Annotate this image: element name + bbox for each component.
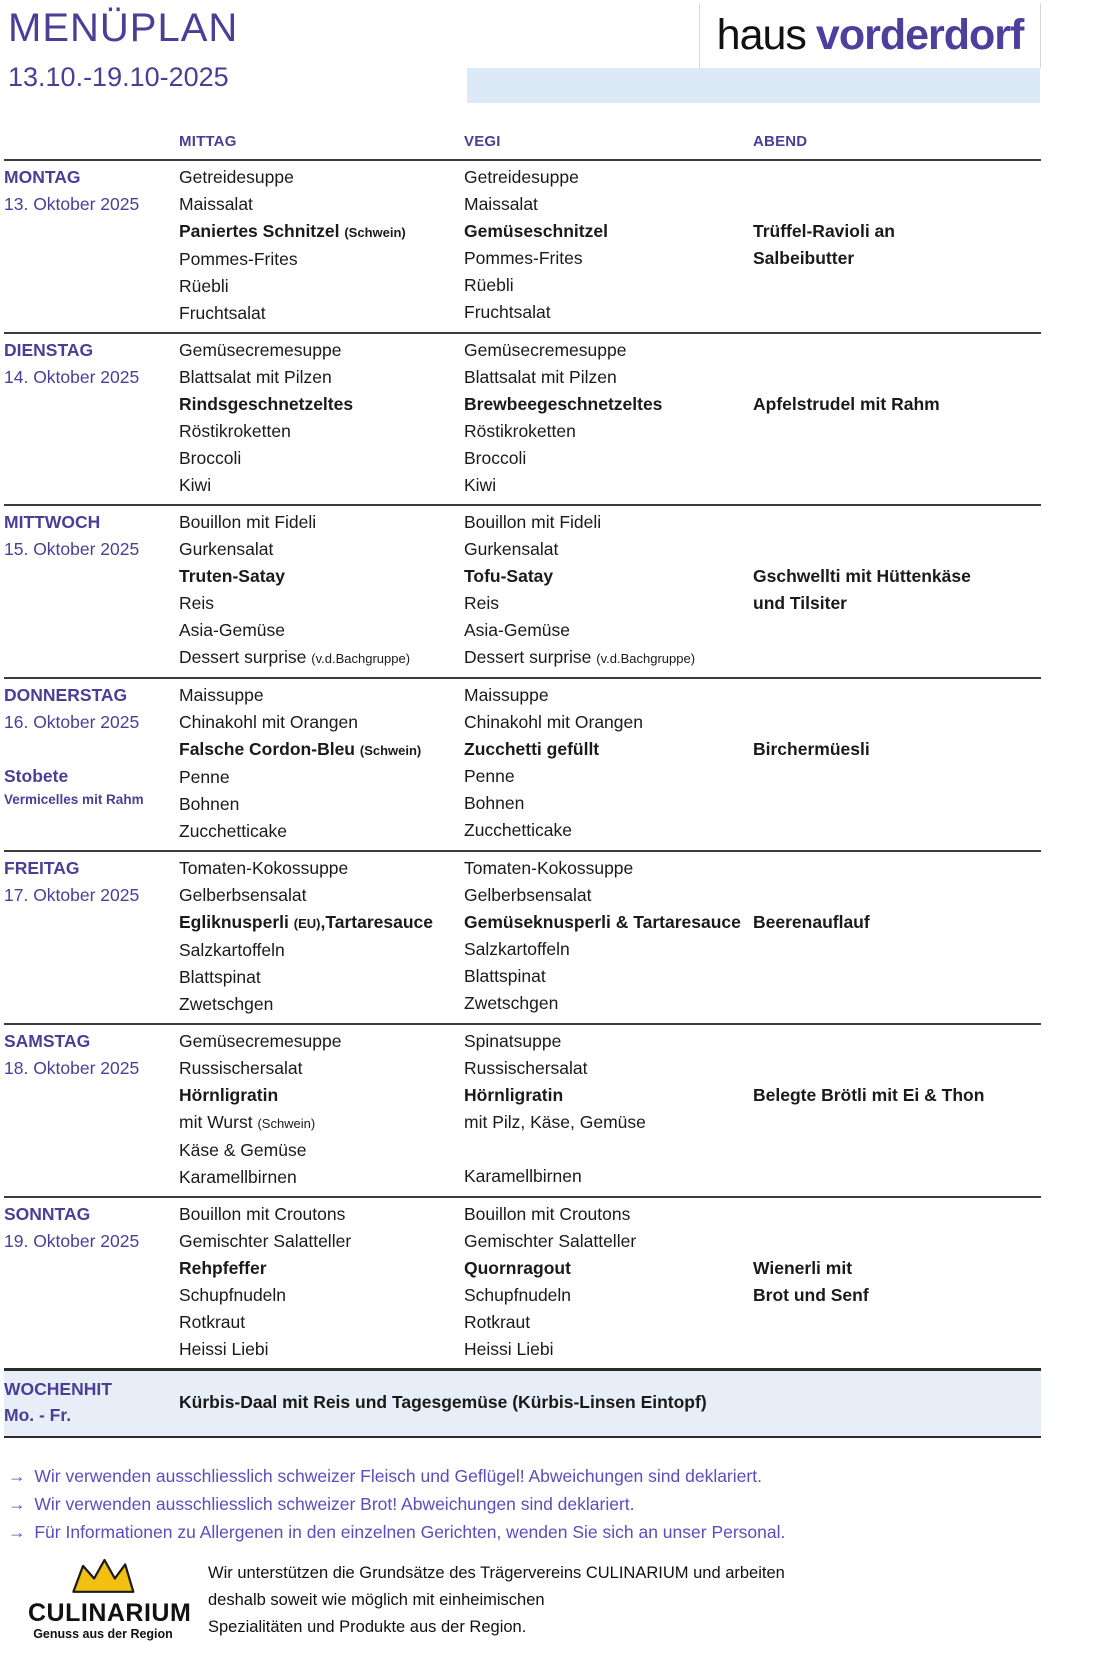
menu-item	[464, 1336, 753, 1363]
logo-haus-text: haus	[716, 11, 806, 59]
menu-item-text: Salbeibutter	[753, 248, 855, 268]
menu-item-text: Zwetschgen	[179, 994, 274, 1014]
wochenhit-label: WOCHENHIT	[4, 1379, 112, 1399]
menu-item-text: Kiwi	[179, 475, 212, 495]
menu-item	[753, 391, 1041, 418]
menu-item	[464, 763, 753, 790]
menu-item	[464, 736, 753, 763]
footnote	[8, 1518, 785, 1546]
column-header-day	[4, 133, 179, 159]
day-row	[4, 504, 1041, 677]
menu-item-text: Kiwi	[464, 475, 497, 495]
menu-item	[179, 1201, 464, 1228]
menu-item	[179, 509, 464, 536]
vegi-menu	[464, 164, 753, 327]
menu-item-text: Falsche Cordon-Bleu	[179, 739, 360, 759]
abend-menu	[753, 1028, 1041, 1191]
day-name: FREITAG	[4, 858, 80, 878]
vegi-menu	[464, 682, 753, 845]
menu-item	[464, 391, 753, 418]
menu-item	[464, 936, 753, 963]
menu-item	[464, 1055, 753, 1082]
menu-item-text: Blattspinat	[179, 967, 261, 987]
menu-item-text: Bouillon mit Fideli	[464, 512, 602, 532]
menu-item	[179, 764, 464, 791]
culinarium-crown-icon	[66, 1556, 140, 1598]
vegi-menu	[464, 337, 753, 499]
menu-item	[179, 991, 464, 1018]
menu-item-text: Rotkraut	[464, 1312, 531, 1332]
menu-item	[464, 218, 753, 245]
menu-item-text: Penne	[179, 767, 230, 787]
abend-menu	[753, 509, 1041, 672]
menu-item-text: Broccoli	[179, 448, 242, 468]
menu-item-text: Asia-Gemüse	[179, 620, 286, 640]
menu-item-text: Salzkartoffeln	[464, 939, 570, 959]
menu-item	[464, 990, 753, 1017]
menu-item-text: Dessert surprise	[179, 647, 312, 667]
menu-item	[464, 709, 753, 736]
wochenhit-sublabel: Mo. - Fr.	[4, 1405, 72, 1425]
menu-item-text: Gurkensalat	[179, 539, 274, 559]
day-row	[4, 159, 1041, 332]
menu-item-text: Gurkensalat	[464, 539, 559, 559]
day-date: 18. Oktober 2025	[4, 1058, 140, 1078]
menu-item	[179, 472, 464, 499]
day-row	[4, 677, 1041, 850]
menu-item	[464, 1163, 753, 1190]
menu-item	[179, 1336, 464, 1363]
abend-menu	[753, 337, 1041, 499]
menu-item	[179, 964, 464, 991]
menu-item	[179, 617, 464, 644]
menu-item-text: Tofu-Satay	[464, 566, 554, 586]
day-label-cell	[4, 682, 179, 845]
column-header-mittag: MITTAG	[179, 133, 237, 150]
menu-item	[179, 644, 464, 672]
menu-item	[179, 391, 464, 418]
menu-item	[179, 1028, 464, 1055]
menu-item	[753, 245, 1041, 272]
day-date: 13. Oktober 2025	[4, 194, 140, 214]
menu-item-text: Bouillon mit Fideli	[179, 512, 317, 532]
menu-item-text: Heissi Liebi	[179, 1339, 269, 1359]
menu-item	[464, 1255, 753, 1282]
menu-item-text: Reis	[179, 593, 215, 613]
day-label-cell	[4, 509, 179, 672]
menu-item-text: Gemischter Salatteller	[464, 1231, 637, 1251]
menu-item	[179, 590, 464, 617]
day-extra-note: Vermicelles mit Rahm	[4, 792, 144, 807]
menu-item-text: Hörnligratin	[179, 1085, 279, 1105]
menu-item	[179, 364, 464, 391]
wochenhit-dish: Kürbis-Daal mit Reis und Tagesgemüse (Kürbis-Linsen Eintopf)	[179, 1391, 707, 1412]
mittag-menu	[179, 1201, 464, 1363]
menu-item	[179, 1309, 464, 1336]
day-date: 17. Oktober 2025	[4, 885, 140, 905]
menu-item	[464, 245, 753, 272]
menu-item	[464, 682, 753, 709]
menu-item-text: Gelberbsensalat	[464, 885, 592, 905]
menu-item	[179, 1164, 464, 1191]
menu-item	[464, 909, 753, 936]
menu-item	[753, 1282, 1041, 1309]
menu-item-text: Paniertes Schnitzel	[179, 221, 345, 241]
vegi-menu	[464, 1201, 753, 1363]
menu-item	[464, 1282, 753, 1309]
menu-item-text: Gemüseschnitzel	[464, 221, 608, 241]
menu-item-text: Schupfnudeln	[179, 1285, 287, 1305]
menu-item-text: Zucchetticake	[464, 820, 572, 840]
arrow-icon: →	[8, 1522, 26, 1542]
menu-item	[464, 472, 753, 499]
footer	[28, 1556, 785, 1642]
menu-item	[464, 563, 753, 590]
arrow-icon: →	[8, 1494, 26, 1514]
abend-menu	[753, 1201, 1041, 1363]
day-row	[4, 1023, 1041, 1196]
abend-menu	[753, 855, 1041, 1018]
menu-item	[464, 790, 753, 817]
menu-item-text: Käse & Gemüse	[179, 1140, 307, 1160]
menu-item	[179, 937, 464, 964]
column-header-abend: ABEND	[753, 133, 808, 150]
menu-item-text: Blattsalat mit Pilzen	[464, 367, 617, 387]
menu-item	[464, 1109, 753, 1136]
footnote-text: Für Informationen zu Allergenen in den einzelnen Gerichten, wenden Sie sich an unser Personal.	[29, 1522, 786, 1542]
day-date: 16. Oktober 2025	[4, 712, 140, 732]
menu-item-text: Hörnligratin	[464, 1085, 564, 1105]
menu-item	[753, 909, 1041, 936]
menu-item	[179, 273, 464, 300]
menu-item-text: Bouillon mit Croutons	[464, 1204, 631, 1224]
menu-item	[179, 909, 464, 937]
mittag-menu	[179, 855, 464, 1018]
menu-item	[464, 963, 753, 990]
menu-item-text: Russischersalat	[464, 1058, 588, 1078]
menu-item-text: Wienerli mit	[753, 1258, 853, 1278]
vegi-menu	[464, 1028, 753, 1191]
menu-item-text: Spinatsuppe	[464, 1031, 562, 1051]
menu-item-text: Fruchtsalat	[464, 302, 551, 322]
menu-item	[464, 617, 753, 644]
footnote	[8, 1490, 785, 1518]
menu-item-text: Zucchetticake	[179, 821, 287, 841]
menu-item-text: Brewbeegeschnetzeltes	[464, 394, 663, 414]
menu-item	[464, 855, 753, 882]
menu-item-text: Blattsalat mit Pilzen	[179, 367, 332, 387]
menu-item-text: Getreidesuppe	[464, 167, 579, 187]
menu-item-text: Chinakohl mit Orangen	[179, 712, 358, 732]
menu-item	[753, 590, 1041, 617]
day-row	[4, 332, 1041, 504]
menu-item-note: (EU)	[293, 916, 321, 931]
menu-item-text: Rotkraut	[179, 1312, 246, 1332]
menu-item-text: Reis	[464, 593, 500, 613]
day-date: 19. Oktober 2025	[4, 1231, 140, 1251]
mittag-menu	[179, 1028, 464, 1191]
footer-text-line: Spezialitäten und Produkte aus der Region.	[208, 1618, 527, 1636]
haus-vorderdorf-logo	[699, 3, 1041, 68]
day-name: SAMSTAG	[4, 1031, 91, 1051]
wochenhit-label-cell	[4, 1376, 179, 1428]
menu-item	[464, 817, 753, 844]
menu-item	[753, 736, 1041, 763]
menu-item-text: Birchermüesli	[753, 739, 870, 759]
footnotes	[8, 1462, 785, 1546]
menu-item-text: Truten-Satay	[179, 566, 285, 586]
day-name: MITTWOCH	[4, 512, 101, 532]
culinarium-subtitle: Genuss aus der Region	[33, 1627, 173, 1641]
menu-item	[464, 1201, 753, 1228]
menu-item	[464, 882, 753, 909]
menu-item-text: Getreidesuppe	[179, 167, 294, 187]
menu-item-text: Heissi Liebi	[464, 1339, 554, 1359]
menu-item-text: Zwetschgen	[464, 993, 559, 1013]
menu-item-text: Dessert surprise	[464, 647, 597, 667]
menu-item-text: Asia-Gemüse	[464, 620, 571, 640]
day-name: MONTAG	[4, 167, 81, 187]
day-label-cell	[4, 164, 179, 327]
menu-item	[179, 1109, 464, 1137]
menu-item	[464, 644, 753, 672]
day-label-cell	[4, 1028, 179, 1191]
culinarium-logo	[28, 1556, 192, 1642]
footer-text-line: Wir unterstützen die Grundsätze des Trägervereins CULINARIUM und arbeiten	[208, 1564, 785, 1582]
menu-item	[753, 218, 1041, 245]
menu-item-text: Pommes-Frites	[179, 249, 298, 269]
menu-item	[464, 445, 753, 472]
menu-item	[464, 1309, 753, 1336]
menu-item-text: Gemüsecremesuppe	[464, 340, 627, 360]
menu-item	[464, 590, 753, 617]
menu-item	[464, 164, 753, 191]
wochenhit-row	[4, 1368, 1041, 1438]
menu-item-text: Apfelstrudel mit Rahm	[753, 394, 940, 414]
mittag-menu	[179, 509, 464, 672]
menu-item	[179, 1255, 464, 1282]
menu-item-text: Beerenauflauf	[753, 912, 870, 932]
menu-item-text: ,Tartaresauce	[320, 912, 433, 932]
page-title: MENÜPLAN	[8, 6, 239, 50]
menu-item-text: Maissuppe	[464, 685, 549, 705]
menu-item-text: Bohnen	[464, 793, 525, 813]
menu-item	[179, 218, 464, 246]
menu-item-text: Salzkartoffeln	[179, 940, 285, 960]
menu-item	[179, 337, 464, 364]
menu-item	[464, 509, 753, 536]
header-accent-band	[467, 68, 1040, 103]
menu-item-note: (v.d.Bachgruppe)	[596, 651, 696, 666]
menu-item-text: mit Wurst	[179, 1112, 258, 1132]
day-label-cell	[4, 855, 179, 1018]
menu-item	[464, 272, 753, 299]
menu-item	[464, 1136, 753, 1163]
menu-item	[753, 563, 1041, 590]
date-range: 13.10.-19.10-2025	[8, 62, 229, 92]
menu-item-text: Brot und Senf	[753, 1285, 869, 1305]
footer-text	[208, 1556, 785, 1641]
menu-item-text: Bouillon mit Croutons	[179, 1204, 346, 1224]
menu-item-text: Rehpfeffer	[179, 1258, 267, 1278]
menu-item-text: Rüebli	[179, 276, 229, 296]
menu-item	[179, 418, 464, 445]
menu-item-text: Gelberbsensalat	[179, 885, 307, 905]
day-name: DONNERSTAG	[4, 685, 128, 705]
menu-item	[179, 563, 464, 590]
menu-item	[464, 1028, 753, 1055]
menu-item	[753, 1082, 1041, 1109]
menu-item-text: Zucchetti gefüllt	[464, 739, 600, 759]
menu-item	[179, 855, 464, 882]
menu-item-text: Rüebli	[464, 275, 514, 295]
day-label-cell	[4, 337, 179, 499]
day-date: 15. Oktober 2025	[4, 539, 140, 559]
menu-item-text: Tomaten-Kokossuppe	[464, 858, 634, 878]
menu-item	[179, 1282, 464, 1309]
menu-item-note: (Schwein)	[344, 225, 406, 240]
menu-item	[179, 709, 464, 736]
menu-item-text: Tomaten-Kokossuppe	[179, 858, 349, 878]
menu-item-text: Egliknusperli	[179, 912, 294, 932]
menu-item-text: Pommes-Frites	[464, 248, 583, 268]
mittag-menu	[179, 682, 464, 845]
menu-item	[179, 882, 464, 909]
menu-item	[179, 1137, 464, 1164]
menu-item	[464, 364, 753, 391]
menu-item	[464, 536, 753, 563]
menu-item	[753, 1255, 1041, 1282]
column-header-vegi: VEGI	[464, 133, 501, 150]
menu-item-text: und Tilsiter	[753, 593, 847, 613]
menu-item-text: Röstikroketten	[464, 421, 576, 441]
menu-item	[464, 1228, 753, 1255]
menu-item-text: Maissalat	[464, 194, 538, 214]
vegi-menu	[464, 509, 753, 672]
mittag-menu	[179, 164, 464, 327]
menu-item	[179, 818, 464, 845]
menu-item-text: Gemüsecremesuppe	[179, 1031, 342, 1051]
menu-item	[179, 1055, 464, 1082]
day-row	[4, 1196, 1041, 1368]
menu-table	[4, 133, 1041, 1438]
footnote-text: Wir verwenden ausschliesslich schweizer Fleisch und Geflügel! Abweichungen sind deklariert.	[29, 1466, 762, 1486]
footnote-text: Wir verwenden ausschliesslich schweizer Brot! Abweichungen sind deklariert.	[29, 1494, 635, 1514]
menu-item	[464, 1082, 753, 1109]
day-date: 14. Oktober 2025	[4, 367, 140, 387]
footnote	[8, 1462, 785, 1490]
footer-text-line: deshalb soweit wie möglich mit einheimischen	[208, 1591, 545, 1609]
menu-item	[464, 299, 753, 326]
menu-item-note: (Schwein)	[257, 1116, 316, 1131]
menu-item	[464, 418, 753, 445]
menu-item-text: Fruchtsalat	[179, 303, 266, 323]
vegi-menu	[464, 855, 753, 1018]
menu-item-text: Schupfnudeln	[464, 1285, 572, 1305]
menu-item	[179, 536, 464, 563]
menu-item	[179, 791, 464, 818]
arrow-icon: →	[8, 1466, 26, 1486]
day-extra-label: Stobete	[4, 766, 69, 786]
menu-item-note: (v.d.Bachgruppe)	[311, 651, 411, 666]
menu-item-text: Bohnen	[179, 794, 240, 814]
abend-menu	[753, 682, 1041, 845]
day-rows	[4, 159, 1041, 1368]
menu-item	[179, 300, 464, 327]
day-label-cell	[4, 1201, 179, 1363]
menu-item-text: Trüffel-Ravioli an	[753, 221, 895, 241]
menu-item-text: Rindsgeschnetzeltes	[179, 394, 354, 414]
menu-item	[179, 1228, 464, 1255]
menu-item-text: Karamellbirnen	[179, 1167, 297, 1187]
menu-item-text: Gemüseknusperli & Tartaresauce	[464, 912, 741, 932]
culinarium-title: CULINARIUM	[28, 1599, 192, 1627]
menu-item-text: Röstikroketten	[179, 421, 291, 441]
menu-item	[179, 164, 464, 191]
menu-item-text: Maissuppe	[179, 685, 264, 705]
abend-menu	[753, 164, 1041, 327]
menu-item-text: Gemischter Salatteller	[179, 1231, 352, 1251]
menu-item-text: Belegte Brötli mit Ei & Thon	[753, 1085, 985, 1105]
column-header-row	[4, 133, 1041, 159]
day-name: DIENSTAG	[4, 340, 94, 360]
menu-item-text: Broccoli	[464, 448, 527, 468]
menu-item	[179, 191, 464, 218]
menu-item-text: Blattspinat	[464, 966, 546, 986]
menu-item-text: Gschwellti mit Hüttenkäse	[753, 566, 971, 586]
menu-item	[179, 246, 464, 273]
menu-item-text: Quornragout	[464, 1258, 571, 1278]
menu-item-note: (Schwein)	[359, 743, 422, 758]
menu-item-text: Gemüsecremesuppe	[179, 340, 342, 360]
day-name: SONNTAG	[4, 1204, 91, 1224]
menu-item	[179, 445, 464, 472]
menu-item	[464, 337, 753, 364]
menu-item-text: Penne	[464, 766, 515, 786]
menu-item-text: Chinakohl mit Orangen	[464, 712, 643, 732]
menu-item	[464, 191, 753, 218]
day-row	[4, 850, 1041, 1023]
mittag-menu	[179, 337, 464, 499]
menu-item	[179, 682, 464, 709]
menu-item-text: Russischersalat	[179, 1058, 303, 1078]
menu-item-text: mit Pilz, Käse, Gemüse	[464, 1112, 646, 1132]
menu-item	[179, 736, 464, 764]
menu-item-text: Maissalat	[179, 194, 253, 214]
menu-item	[179, 1082, 464, 1109]
logo-vorderdorf-text: vorderdorf	[815, 11, 1024, 59]
menu-item-text: Karamellbirnen	[464, 1166, 582, 1186]
